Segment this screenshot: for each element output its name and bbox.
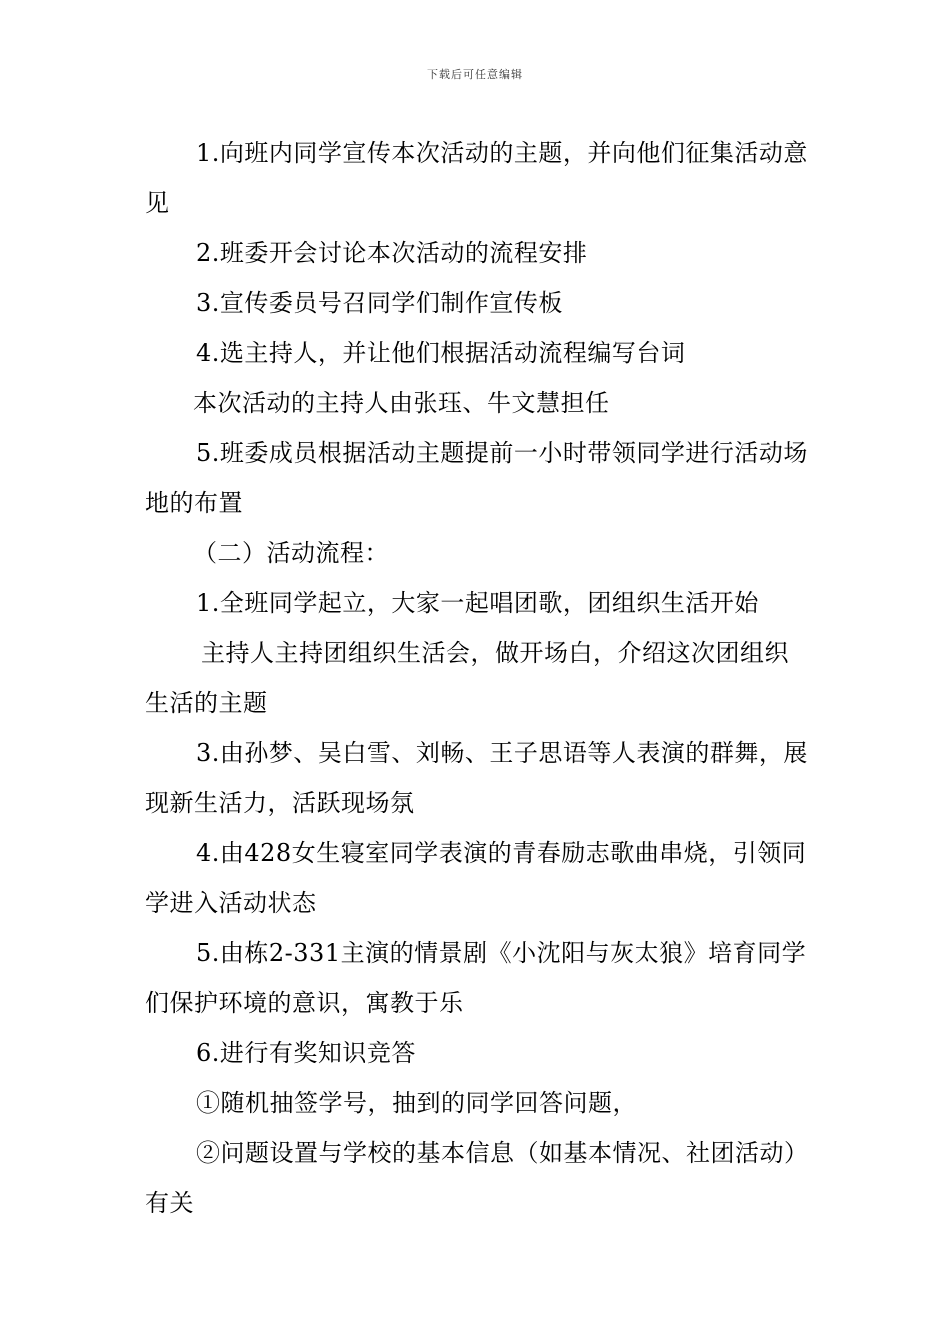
paragraph-2: 2.班委开会讨论本次活动的流程安排	[196, 239, 588, 267]
document-body	[145, 128, 810, 1228]
paragraph-14: ②问题设置与学校的基本信息（如基本情况、社团活动）有关	[145, 1139, 809, 1217]
paragraph-9: 3.由孙梦、吴白雪、刘畅、王子思语等人表演的群舞，展现新生活力，活跃现场氛	[145, 739, 808, 817]
paragraph-4: 4.选主持人，并让他们根据活动流程编写台词	[196, 339, 686, 367]
header-note: 下载后可任意编辑	[427, 68, 523, 81]
paragraph-7: 1.全班同学起立，大家一起唱团歌，团组织生活开始	[196, 589, 759, 617]
section-heading: （二）活动流程：	[193, 539, 389, 567]
paragraph-10: 4.由428女生寝室同学表演的青春励志歌曲串烧，引领同学进入活动状态	[145, 839, 807, 917]
paragraph-8: 主持人主持团组织生活会，做开场白，介绍这次团组织生活的主题	[145, 639, 789, 717]
paragraph-3: 3.宣传委员号召同学们制作宣传板	[196, 289, 563, 317]
paragraph-6: 5.班委成员根据活动主题提前一小时带领同学进行活动场地的布置	[145, 439, 808, 517]
paragraph-11: 5.由栋2-331主演的情景剧《小沈阳与灰太狼》培育同学们保护环境的意识，寓教于乐	[145, 939, 807, 1017]
paragraph-5: 本次活动的主持人由张珏、牛文慧担任	[193, 389, 610, 417]
paragraph-1: 1.向班内同学宣传本次活动的主题，并向他们征集活动意见	[145, 139, 808, 217]
paragraph-13: ①随机抽签学号，抽到的同学回答问题，	[196, 1089, 637, 1117]
paragraph-12: 6.进行有奖知识竞答	[196, 1039, 416, 1067]
